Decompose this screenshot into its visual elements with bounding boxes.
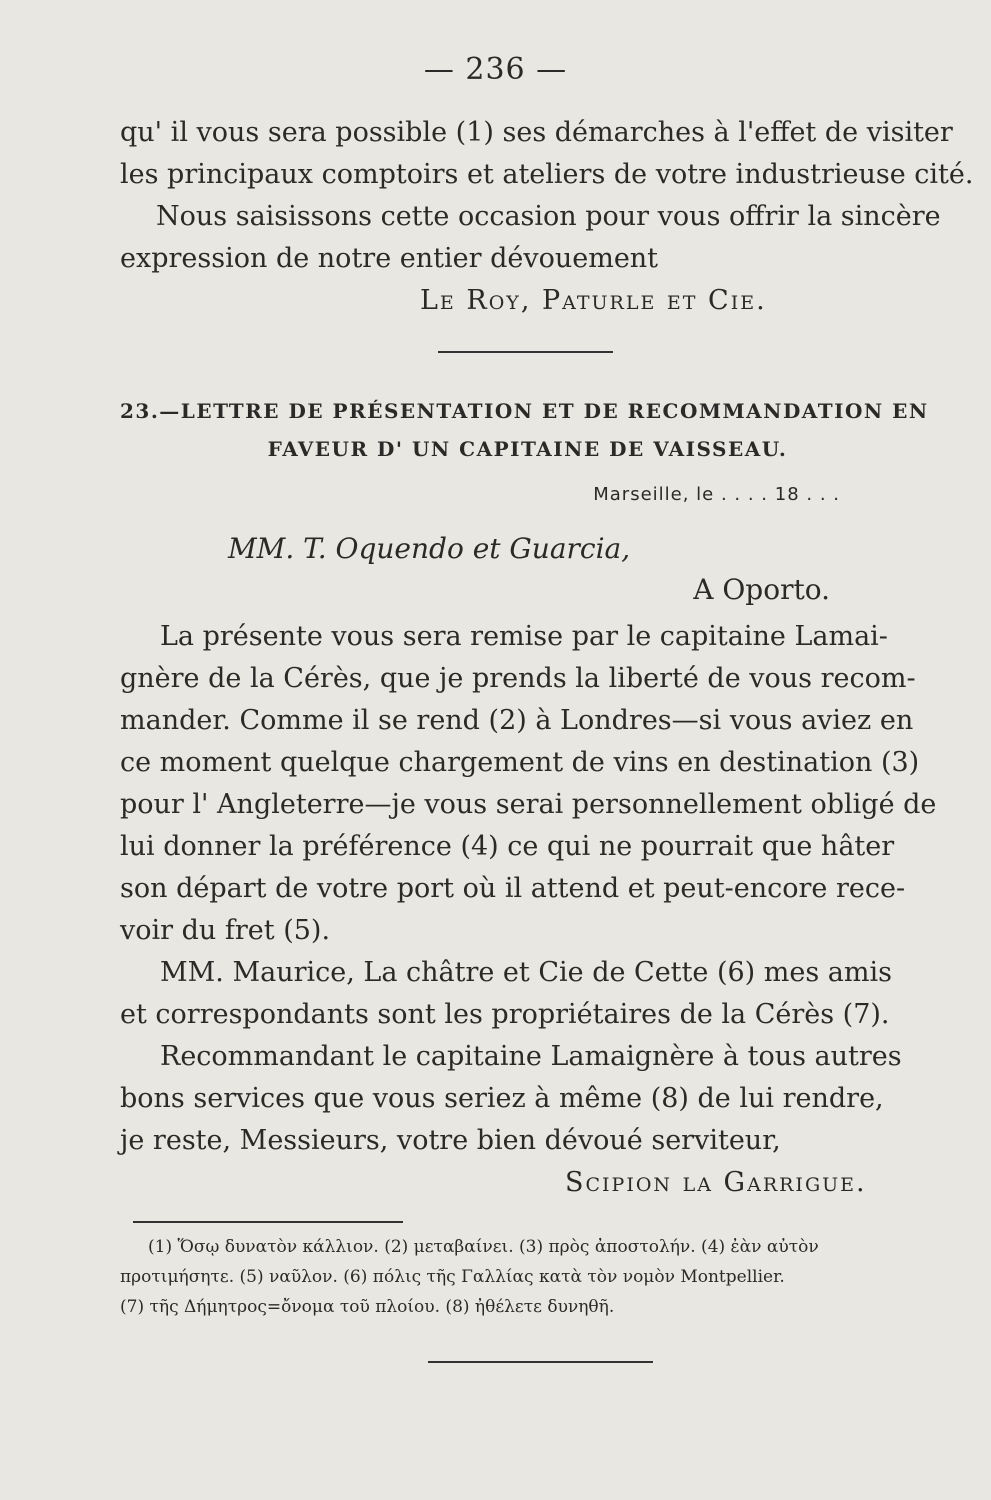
text-line: Nous saisissons cette occasion pour vous offrir la sincère [156, 201, 941, 232]
text-line: qu' il vous sera possible (1) ses démarches à l'effet de visiter [120, 117, 953, 148]
footnote-divider [133, 1221, 403, 1223]
text-line: mander. Comme il se rend (2) à Londres—si vous aviez en [120, 705, 914, 736]
text-line: les principaux comptoirs et ateliers de votre industrieuse cité. [120, 159, 974, 190]
text-line: pour l' Angleterre—je vous serai personnellement obligé de [120, 789, 937, 820]
text-line: Recommandant le capitaine Lamaignère à tous autres [160, 1041, 902, 1072]
letter-body [120, 616, 935, 1204]
footnote-line: (1) Ὅσῳ δυνατὸν κάλλιον. (2) μεταβαίνει. (3) πρὸς ἀποστολήν. (4) ἐὰν αὐτὸν [148, 1237, 819, 1257]
previous-letter-body [120, 112, 974, 322]
text-line: et correspondants sont les propriétaires de la Cérès (7). [120, 999, 890, 1030]
footnote-line: (7) τῆς Δήμητρος=ὄνομα τοῦ πλοίου. (8) ἠθέλετε δυνηθῆ. [120, 1297, 615, 1317]
text-line: lui donner la préférence (4) ce qui ne pourrait que hâter [120, 831, 895, 862]
heading-line: 23.—LETTRE DE PRÉSENTATION ET DE RECOMMANDATION EN [120, 399, 929, 423]
end-rule [428, 1361, 653, 1363]
letter-heading [120, 392, 935, 468]
text-line: MM. Maurice, La châtre et Cie de Cette (6) mes amis [160, 957, 892, 988]
letter-addressee: MM. T. Oquendo et Guarcia, [228, 532, 631, 565]
footnote-line: προτιμήσητε. (5) ναῦλον. (6) πόλις τῆς Γαλλίας κατὰ τὸν νομὸν Montpellier. [120, 1267, 785, 1287]
heading-line: FAVEUR D' UN CAPITAINE DE VAISSEAU. [267, 437, 788, 461]
text-line: bons services que vous seriez à même (8) de lui rendre, [120, 1083, 884, 1114]
footnotes [120, 1232, 950, 1322]
section-divider [438, 351, 613, 353]
letter-date: Marseille, le . . . . 18 . . . [593, 484, 840, 505]
text-line: expression de notre entier dévouement [120, 243, 659, 274]
text-line: voir du fret (5). [120, 915, 331, 946]
text-line: gnère de la Cérès, que je prends la liberté de vous recom- [120, 663, 916, 694]
text-line: ce moment quelque chargement de vins en destination (3) [120, 747, 920, 778]
page-number: — 236 — [423, 52, 568, 87]
previous-letter-signature: Le Roy, Paturle et Cie. [420, 285, 767, 316]
text-line: je reste, Messieurs, votre bien dévoué serviteur, [120, 1125, 781, 1156]
letter-city: A Oporto. [693, 573, 830, 606]
letter-signature: Scipion la Garrigue. [565, 1167, 867, 1198]
text-line: son départ de votre port où il attend et peut-encore rece- [120, 873, 906, 904]
text-line: La présente vous sera remise par le capitaine Lamai- [160, 621, 888, 652]
